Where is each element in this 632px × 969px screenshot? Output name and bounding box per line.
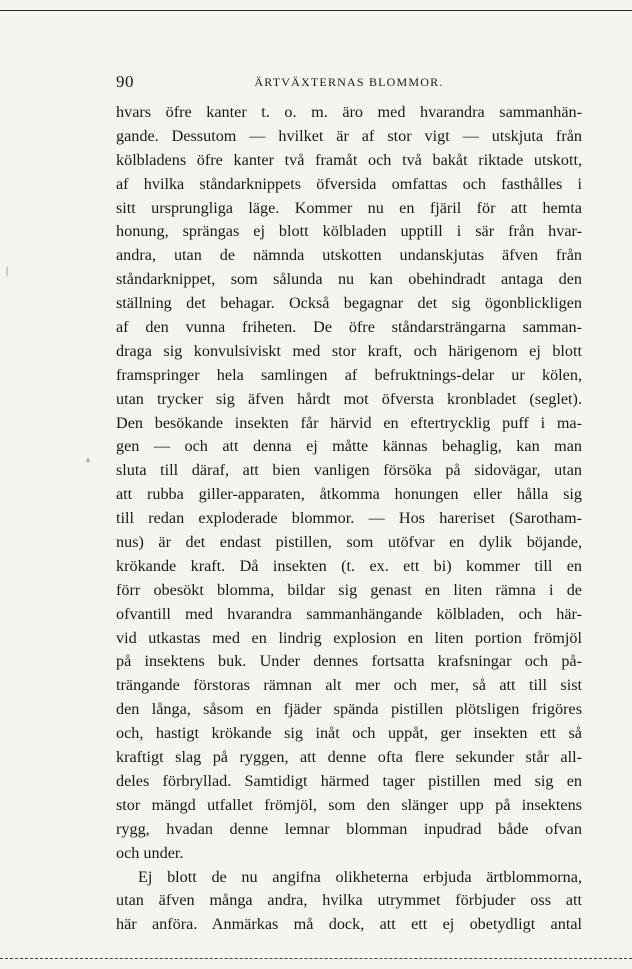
text-line: draga sig konvulsiviskt med stor kraft, och härigenom ej blott <box>116 341 582 360</box>
text-line: att rubba giller-apparaten, åtkomma honungen eller hålla sig <box>116 485 582 504</box>
text-line: rygg, hvadan denne lemnar blomman inpudrad både ofvan <box>116 819 582 838</box>
text-line: förr obesökt blomma, bildar sig genast en liten rämna i de <box>116 580 582 599</box>
text-line: och under. <box>116 843 184 862</box>
text-line: här anföra. Anmärkas må dock, att ett ej obetydligt antal <box>116 915 582 934</box>
text-line: ofvantill med hvarandra sammanhängande kölbladen, och här- <box>116 604 582 623</box>
margin-dot: ° <box>86 458 90 469</box>
body-text <box>116 101 582 937</box>
text-line: Den besökande insekten får härvid en eftertrycklig puff i ma- <box>116 413 582 432</box>
margin-mark: | <box>6 266 9 277</box>
text-line: på insektens buk. Under dennes fortsatta krafsningar och på- <box>116 652 582 671</box>
text-line: kraftigt slag på ryggen, att denne ofta flere sekunder står all- <box>116 748 582 767</box>
text-line: gen — och att denna ej måtte kännas behaglig, kan man <box>116 437 582 456</box>
text-line: Ej blott de nu angifna olikheterna erbjuda ärtblommorna, <box>138 867 582 886</box>
text-line: utan äfven många andra, hvilka utrymmet förbjuder oss att <box>116 891 582 910</box>
text-line: ställning det behagar. Också begagnar det sig ögonblickligen <box>116 294 582 313</box>
top-rule <box>0 10 632 11</box>
text-line: sitt ursprungliga läge. Kommer nu en fjäril för att hemta <box>116 198 582 217</box>
text-line: trängande förstoras rämnan alt mer och mer, så att till sist <box>116 676 582 695</box>
text-line: hvars öfre kanter t. o. m. äro med hvarandra sammanhän- <box>116 103 582 121</box>
text-line: sluta till däraf, att bien vanligen försöka på sidovägar, utan <box>116 461 582 480</box>
text-line: till redan exploderade blommor. — Hos hareriset (Sarotham- <box>116 509 582 528</box>
text-line: stor mängd utfallet frömjöl, som den slänger upp på insektens <box>116 795 582 814</box>
text-line: deles förbryllad. Samtidigt härmed tager pistillen med sig en <box>116 771 582 790</box>
text-line: utan trycker sig äfven hårdt mot öfversta kronbladet (seglet). <box>116 389 582 408</box>
bottom-rule <box>0 958 632 959</box>
text-line: vid utkastas med en lindrig explosion en liten portion frömjöl <box>116 628 582 647</box>
text-line: kölbladens öfre kanter två framåt och två bakåt riktade utskott, <box>116 150 582 169</box>
text-line: och, hastigt krökande sig inåt och uppåt, ger insekten ett så <box>116 724 582 743</box>
text-line: af den vunna friheten. De öfre ståndarsträngarna samman- <box>116 318 582 337</box>
text-line: framspringer hela samlingen af befruktnings-delar ur kölen, <box>116 365 582 384</box>
running-title: ÄRTVÄXTERNAS BLOMMOR. <box>254 75 444 89</box>
page-number: 90 <box>116 72 134 91</box>
text-line: honung, sprängas ej blott kölbladen upptill i sär från hvar- <box>116 222 582 241</box>
text-line: gande. Dessutom — hvilket är af stor vigt — utskjuta från <box>116 126 582 145</box>
page-header <box>116 72 582 94</box>
text-line: krökande kraft. Då insekten (t. ex. ett bi) kommer till en <box>116 556 582 575</box>
text-line: ståndarknippet, som sålunda nu kan obehindradt antaga den <box>116 270 582 289</box>
text-line: den långa, såsom en fjäder spända pistillen plötsligen frigöres <box>116 700 582 719</box>
text-line: af hvilka ståndarknippets öfversida omfattas och fasthålles i <box>116 174 582 193</box>
text-line: nus) är det endast pistillen, som utöfvar en dylik böjande, <box>116 533 582 552</box>
text-line: andra, utan de nämnda utskotten undanskjutas äfven från <box>116 246 582 265</box>
